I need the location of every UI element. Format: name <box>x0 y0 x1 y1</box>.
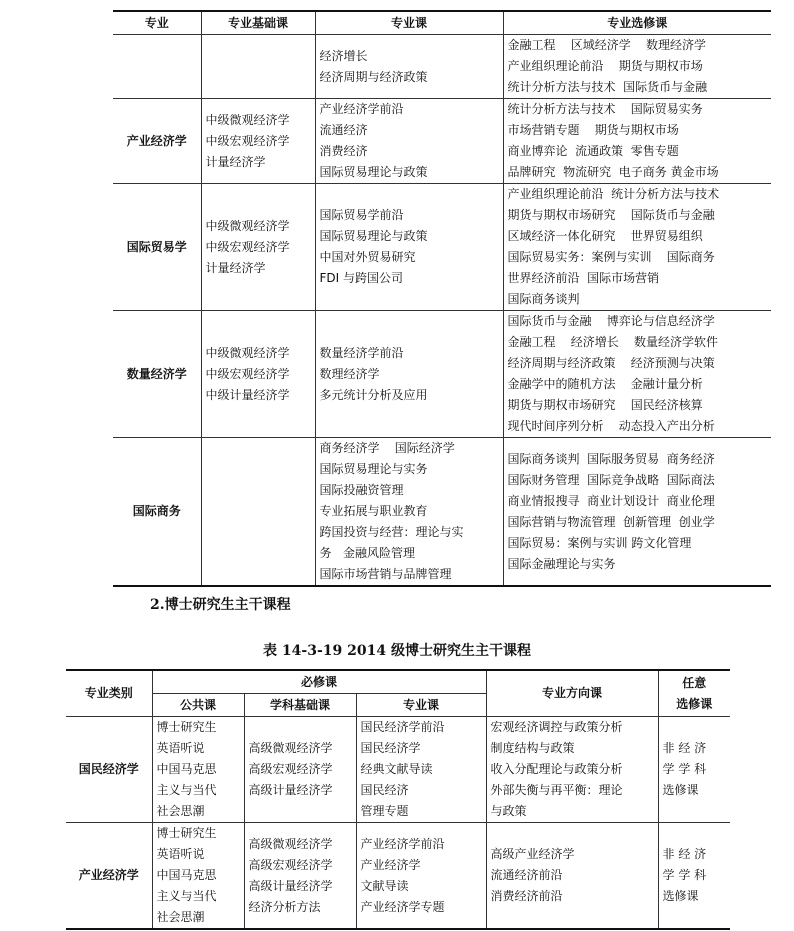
table-row <box>66 717 730 823</box>
header-category: 专业类别 <box>66 670 152 717</box>
major-courses: 商务经济学 国际经济学 国际贸易理论与实务 国际投融资管理 专业拓展与职业教育 跨国投资与经营：理论与实 务 金融风险管理 国际市场营销与品牌管理 <box>315 438 503 587</box>
header-major-courses: 专业课 <box>356 694 486 717</box>
public-courses: 博士研究生 英语听说 中国马克思 主义与当代 社会思潮 <box>152 823 244 930</box>
optional-courses: 非 经 济 学 学 科 选修课 <box>658 823 730 930</box>
header-direction: 专业方向课 <box>486 670 658 717</box>
table-row <box>66 823 730 930</box>
category-name: 国民经济学 <box>66 717 152 823</box>
header-public: 公共课 <box>152 694 244 717</box>
major-courses: 国际贸易学前沿 国际贸易理论与政策 中国对外贸易研究 FDI 与跨国公司 <box>315 184 503 311</box>
table-caption: 表 14-3-19 2014 级博士研究生主干课程 <box>263 643 531 659</box>
header-major-courses: 专业课 <box>315 11 503 35</box>
major-courses: 产业经济学前沿 流通经济 消费经济 国际贸易理论与政策 <box>315 99 503 184</box>
elective-courses: 统计分析方法与技术 国际贸易实务 市场营销专题 期货与期权市场 商业博弈论 流通政策 零售专题 品牌研究 物流研究 电子商务 黄金市场 <box>503 99 771 184</box>
basic-courses: 中级微观经济学 中级宏观经济学 计量经济学 <box>201 184 315 311</box>
elective-courses: 国际商务谈判 国际服务贸易 商务经济 国际财务管理 国际竞争战略 国际商法 商业情报搜寻 商业计划设计 商业伦理 国际营销与物流管理 创新管理 创业学 国际贸易：案例与实训 跨文化管理 国际金融理论与实务 <box>503 438 771 587</box>
discipline-courses: 高级微观经济学 高级宏观经济学 高级计量经济学 <box>244 717 356 823</box>
table-header-row <box>66 670 730 694</box>
table-header-row <box>113 11 771 35</box>
major-courses: 国民经济学前沿 国民经济学 经典文献导读 国民经济 管理专题 <box>356 717 486 823</box>
major-courses: 经济增长 经济周期与经济政策 <box>315 35 503 99</box>
section-title: 2.博士研究生主干课程 <box>150 597 291 613</box>
major-courses: 产业经济学前沿 产业经济学 文献导读 产业经济学专题 <box>356 823 486 930</box>
basic-courses: 中级微观经济学 中级宏观经济学 计量经济学 <box>201 99 315 184</box>
major-name: 数量经济学 <box>113 311 201 438</box>
table-row <box>113 438 771 587</box>
major-name: 产业经济学 <box>113 99 201 184</box>
doctoral-course-table <box>66 669 730 930</box>
major-name: 国际贸易学 <box>113 184 201 311</box>
major-courses: 数量经济学前沿 数理经济学 多元统计分析及应用 <box>315 311 503 438</box>
optional-courses: 非 经 济 学 学 科 选修课 <box>658 717 730 823</box>
undergraduate-course-table <box>113 10 771 587</box>
elective-courses: 金融工程 区域经济学 数理经济学 产业组织理论前沿 期货与期权市场 统计分析方法与技术 国际货币与金融 <box>503 35 771 99</box>
header-elective-courses: 专业选修课 <box>503 11 771 35</box>
public-courses: 博士研究生 英语听说 中国马克思 主义与当代 社会思潮 <box>152 717 244 823</box>
direction-courses: 高级产业经济学 流通经济前沿 消费经济前沿 <box>486 823 658 930</box>
table-row <box>113 35 771 99</box>
basic-courses: 中级微观经济学 中级宏观经济学 中级计量经济学 <box>201 311 315 438</box>
category-name: 产业经济学 <box>78 868 139 882</box>
elective-courses: 产业组织理论前沿 统计分析方法与技术 期货与期权市场研究 国际货币与金融 区域经济一体化研究 世界贸易组织 国际贸易实务：案例与实训 国际商务 世界经济前沿 国际市场营销 国际商务谈判 <box>503 184 771 311</box>
header-basic-courses: 专业基础课 <box>201 11 315 35</box>
table-row <box>113 99 771 184</box>
header-optional: 任意 选修课 <box>658 670 730 717</box>
direction-courses: 宏观经济调控与政策分析 制度结构与政策 收入分配理论与政策分析 外部失衡与再平衡：理论 与政策 <box>486 717 658 823</box>
header-discipline: 学科基础课 <box>244 694 356 717</box>
basic-courses <box>201 35 315 99</box>
major-name: 国际商务 <box>132 504 181 518</box>
header-major: 专业 <box>113 11 201 35</box>
table-row <box>113 184 771 311</box>
discipline-courses: 高级微观经济学 高级宏观经济学 高级计量经济学 经济分析方法 <box>244 823 356 930</box>
table-row <box>113 311 771 438</box>
elective-courses: 国际货币与金融 博弈论与信息经济学 金融工程 经济增长 数量经济学软件 经济周期与经济政策 经济预测与决策 金融学中的随机方法 金融计量分析 期货与期权市场研究 国民经济核算 现代时间序列分析 动态投入产出分析 <box>503 311 771 438</box>
major-name <box>113 35 201 99</box>
basic-courses <box>201 438 315 587</box>
header-required: 必修课 <box>152 670 486 694</box>
